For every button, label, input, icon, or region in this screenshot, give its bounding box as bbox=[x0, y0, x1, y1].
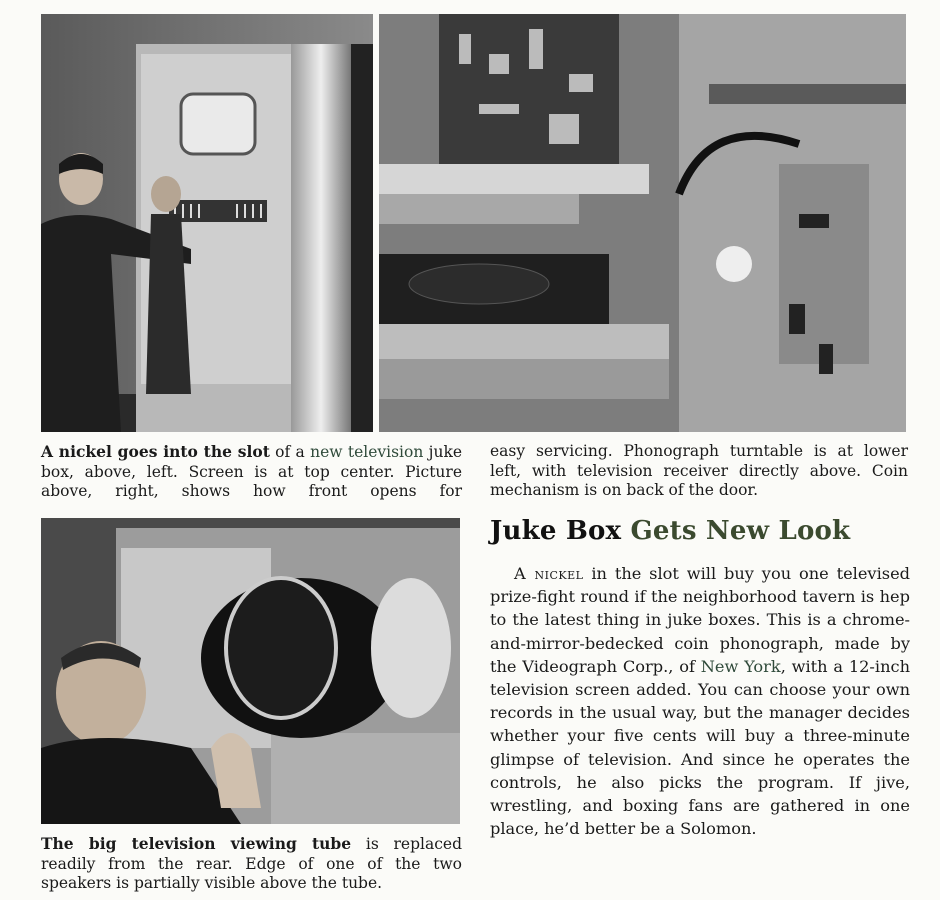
article-lead: A nickel bbox=[514, 564, 584, 583]
photo-viewing-tube bbox=[41, 518, 460, 824]
caption-lead: A nickel goes into the slot bbox=[41, 442, 270, 461]
article-text-2: , with a 12-inch television screen added. You can choose your own records in the usual way, but the manager decides whether your five cents will buy a three-minute glimpse of television. And since he operates the controls, he also picks the program. If jive, wrestling, and boxing fans are gathered in one place, he’d better be a Solomon. bbox=[490, 656, 910, 839]
caption-tube-lead: The big television viewing tube bbox=[41, 834, 352, 853]
article-text-1: in the slot will buy you one televised prize-fight round if the neighborhood tavern is hep to the latest thing in juke boxes. This is a chrome-and-mirror-bedecked coin phonograph, made by the Videograph Corp., of bbox=[490, 564, 911, 676]
caption-viewing-tube bbox=[41, 834, 462, 894]
caption-tube-text: is replaced readily from the rear. Edge of one of the two speakers is partially visible above the tube. bbox=[41, 835, 462, 892]
photo-jukebox-front bbox=[41, 14, 373, 432]
jukebox-open-image bbox=[379, 14, 906, 432]
caption-jukebox-left bbox=[41, 442, 462, 502]
viewing-tube-image bbox=[41, 518, 460, 824]
headline-part-2: Gets New Look bbox=[630, 516, 851, 546]
article-body bbox=[490, 562, 910, 840]
article-accent: New York bbox=[700, 656, 781, 676]
headline-part-1: Juke Box bbox=[490, 516, 631, 546]
caption-text: of a bbox=[269, 443, 311, 461]
caption-accent: new television bbox=[310, 443, 424, 461]
caption-text-2: juke box, above, left. Screen is at top center. Picture above, right, shows how front opens for bbox=[41, 443, 463, 500]
photo-jukebox-open bbox=[379, 14, 906, 432]
caption-continuation: easy servicing. Phonograph turntable is at lower left, with television receiver directly above. Coin mechanism is on back of the door. bbox=[490, 442, 908, 499]
article-headline bbox=[490, 516, 910, 546]
jukebox-front-image bbox=[41, 14, 373, 432]
caption-jukebox-right bbox=[490, 442, 908, 501]
